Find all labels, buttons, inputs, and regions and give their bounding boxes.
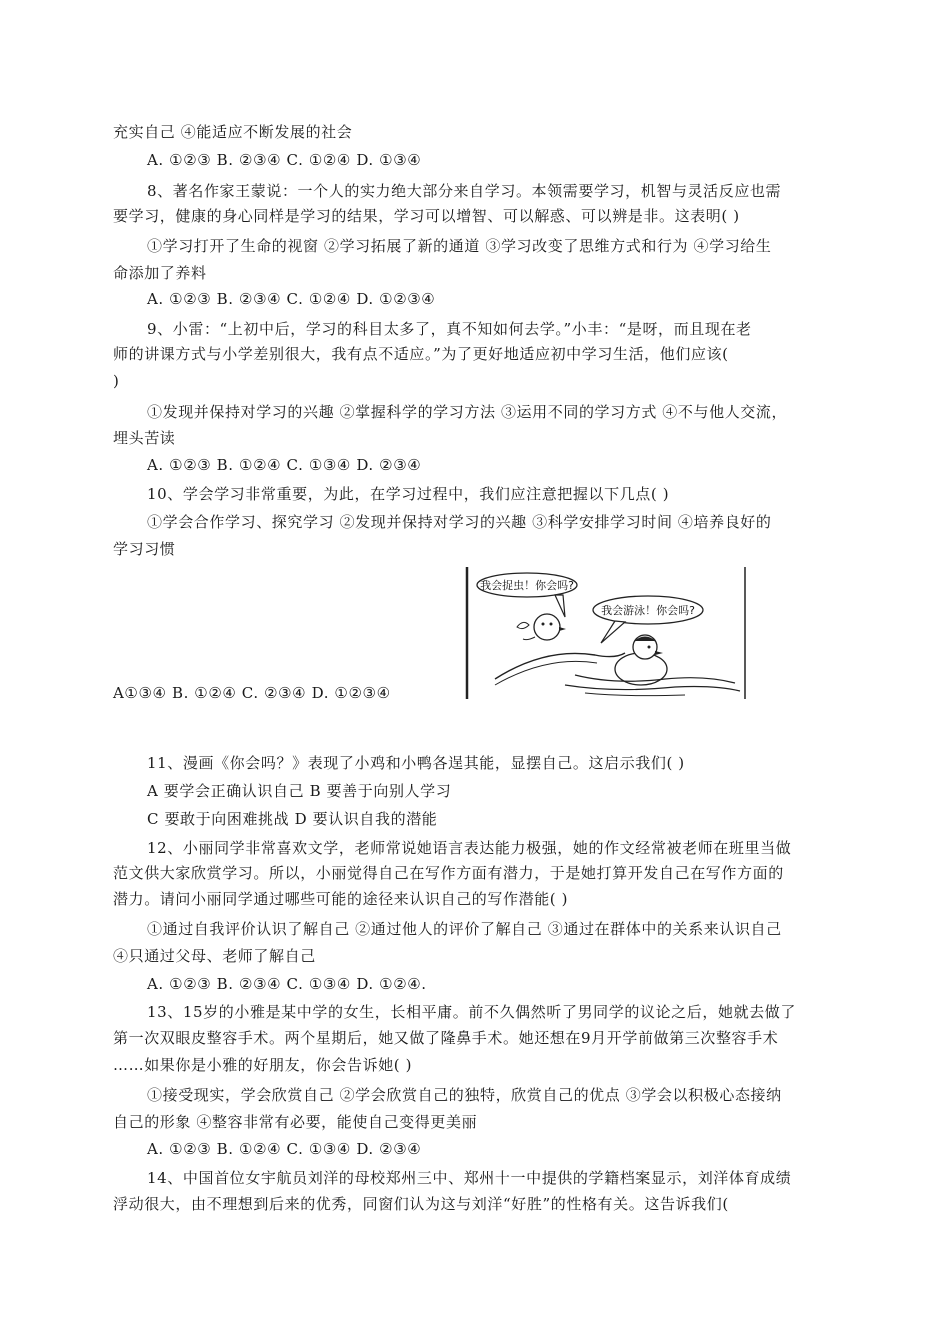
question-9-stem: 9、小雷：“上初中后，学习的科目太多了，真不知如何去学。”小丰：“是呀，而且现在老 bbox=[147, 320, 752, 338]
question-14-stem-cont: 浮动很大，由不理想到后来的优秀，同窗们认为这与刘洋“好胜”的性格有关。这告诉我们( bbox=[113, 1195, 729, 1213]
duck-figure bbox=[615, 635, 667, 685]
question-13-stem-cont: 第一次双眼皮整容手术。两个星期后，她又做了隆鼻手术。她还想在9月开学前做第三次整容手术 bbox=[113, 1029, 779, 1047]
question-12-options: ①通过自我评价认识了解自己 ②通过他人的评价了解自己 ③通过在群体中的关系来认识自己 bbox=[147, 920, 782, 938]
question-13-options-cont: 自己的形象 ④整容非常有必要，能使自己变得更美丽 bbox=[113, 1113, 478, 1131]
question-8-stem-cont: 要学习，健康的身心同样是学习的结果，学习可以增智、可以解惑、可以辨是非。这表明( ) bbox=[113, 207, 740, 225]
answer-choices-9: A. ①②③ B. ①②④ C. ①③④ D. ②③④ bbox=[147, 456, 422, 474]
chick-figure bbox=[517, 614, 566, 640]
answer-choices-12: A. ①②③ B. ②③④ C. ①③④ D. ①②④. bbox=[147, 975, 427, 993]
question-12-stem-cont2: 潜力。请问小丽同学通过哪些可能的途径来认识自己的写作潜能( ) bbox=[113, 890, 569, 908]
question-9-options: ①发现并保持对学习的兴趣 ②掌握科学的学习方法 ③运用不同的学习方式 ④不与他人交流， bbox=[147, 403, 788, 421]
question-8-stem: 8、著名作家王蒙说：一个人的实力绝大部分来自学习。本领需要学习，机智与灵活反应也需 bbox=[147, 182, 782, 200]
question-8-options-cont: 命添加了养料 bbox=[113, 264, 207, 282]
answer-choices-10: A①③④ B. ①②④ C. ②③④ D. ①②③④ bbox=[113, 684, 391, 702]
question-8-options: ①学习打开了生命的视窗 ②学习拓展了新的通道 ③学习改变了思维方式和行为 ④学习给生 bbox=[147, 237, 772, 255]
question-11-stem: 11、漫画《你会吗？》表现了小鸡和小鸭各逞其能，显摆自己。这启示我们( ) bbox=[147, 754, 685, 772]
question-11-options-cd: C 要敢于向困难挑战 D 要认识自我的潜能 bbox=[147, 810, 438, 828]
question-9-stem-cont: 师的讲课方式与小学差别很大，我有点不适应。”为了更好地适应初中学习生活，他们应该( bbox=[113, 345, 729, 363]
question-10-options: ①学会合作学习、探究学习 ②发现并保持对学习的兴趣 ③科学安排学习时间 ④培养良好的 bbox=[147, 513, 772, 531]
answer-choices-13: A. ①②③ B. ①②④ C. ①③④ D. ②③④ bbox=[147, 1140, 422, 1158]
question-12-stem-cont: 范文供大家欣赏学习。所以，小丽觉得自己在写作方面有潜力，于是她打算开发自己在写作方面的 bbox=[113, 864, 784, 882]
question-9-bracket: ) bbox=[113, 372, 120, 390]
question-13-options: ①接受现实，学会欣赏自己 ②学会欣赏自己的独特，欣赏自己的优点 ③学会以积极心态接纳 bbox=[147, 1086, 782, 1104]
speech-bubble-chick-text: 我会捉虫！你会吗? bbox=[480, 579, 574, 592]
question-13-stem: 13、15岁的小雅是某中学的女生，长相平庸。前不久偶然听了男同学的议论之后，她就去做了 bbox=[147, 1003, 796, 1021]
question-12-options-cont: ④只通过父母、老师了解自己 bbox=[113, 947, 316, 965]
question-10-stem: 10、学会学习非常重要，为此，在学习过程中，我们应注意把握以下几点( ) bbox=[147, 485, 670, 503]
option-text: 充实自己 ④能适应不断发展的社会 bbox=[113, 123, 353, 141]
answer-choices-8: A. ①②③ B. ②③④ C. ①②④ D. ①②③④ bbox=[147, 290, 436, 308]
answer-choices-7: A. ①②③ B. ②③④ C. ①②④ D. ①③④ bbox=[147, 151, 422, 169]
question-10-options-cont: 学习习惯 bbox=[113, 540, 176, 558]
question-11-options-ab: A 要学会正确认识自己 B 要善于向别人学习 bbox=[147, 782, 452, 800]
question-14-stem: 14、中国首位女宇航员刘洋的母校郑州三中、郑州十一中提供的学籍档案显示，刘洋体育成绩 bbox=[147, 1169, 792, 1187]
speech-bubble-duck-text: 我会游泳！你会吗? bbox=[601, 604, 695, 617]
question-12-stem: 12、小丽同学非常喜欢文学，老师常说她语言表达能力极强，她的作文经常被老师在班里当做 bbox=[147, 839, 792, 857]
cartoon-illustration bbox=[465, 567, 747, 699]
question-9-options-cont: 埋头苦读 bbox=[113, 429, 176, 447]
question-13-stem-cont2: ……如果你是小雅的好朋友，你会告诉她( ) bbox=[113, 1056, 413, 1074]
